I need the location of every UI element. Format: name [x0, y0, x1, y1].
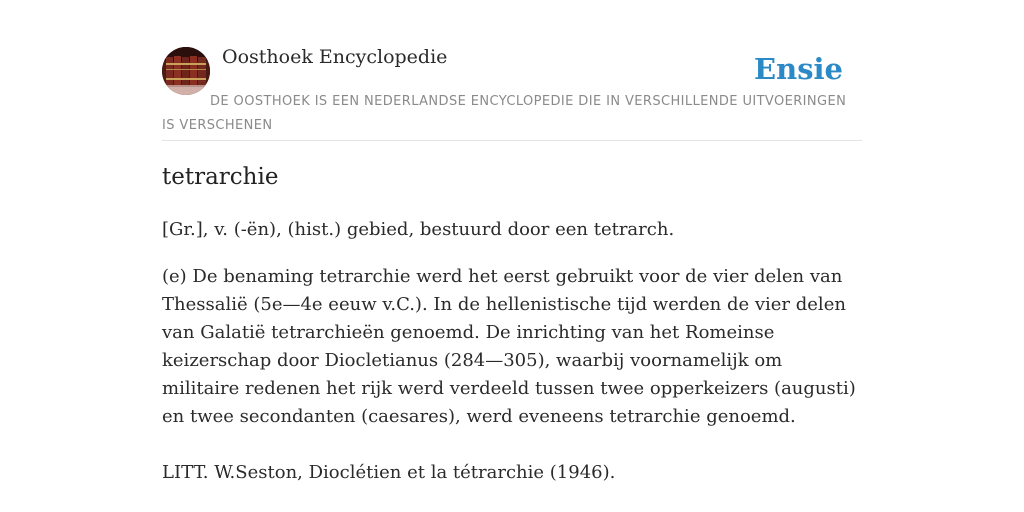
encyclopedia-books-icon[interactable]	[162, 47, 210, 95]
entry-body: (e) De benaming tetrarchie werd het eerst gebruikt voor de vier delen van Thessalië (5e—4e eeuw v.C.). In de hellenistische tijd werden de vier delen van Galatië tetrarchieën genoemd. De inrichting van het Romeinse keizerschap door Diocletianus (284—305), waarbij voornamelijk om militaire redenen het rijk werd verdeeld tussen twee opperkeizers (augusti) en twee secondanten (caesares), werd eveneens tetrarchie genoemd.	[162, 266, 856, 427]
entry-title: tetrarchie	[162, 164, 279, 190]
entry-definition: [Gr.], v. (-ën), (hist.) gebied, bestuurd door een tetrarch.	[162, 219, 675, 240]
source-tagline: DE OOSTHOEK IS EEN NEDERLANDSE ENCYCLOPEDIE DIE IN VERSCHILLENDE UITVOERINGEN IS VERSCHENEN	[162, 94, 847, 133]
source-name[interactable]: Oosthoek Encyclopedie	[222, 46, 448, 68]
source-header	[162, 0, 862, 141]
page-container	[162, 0, 862, 483]
ensie-logo-link[interactable]: Ensie	[754, 52, 843, 86]
entry-literature: LITT. W.Seston, Dioclétien et la tétrarchie (1946).	[162, 462, 616, 483]
